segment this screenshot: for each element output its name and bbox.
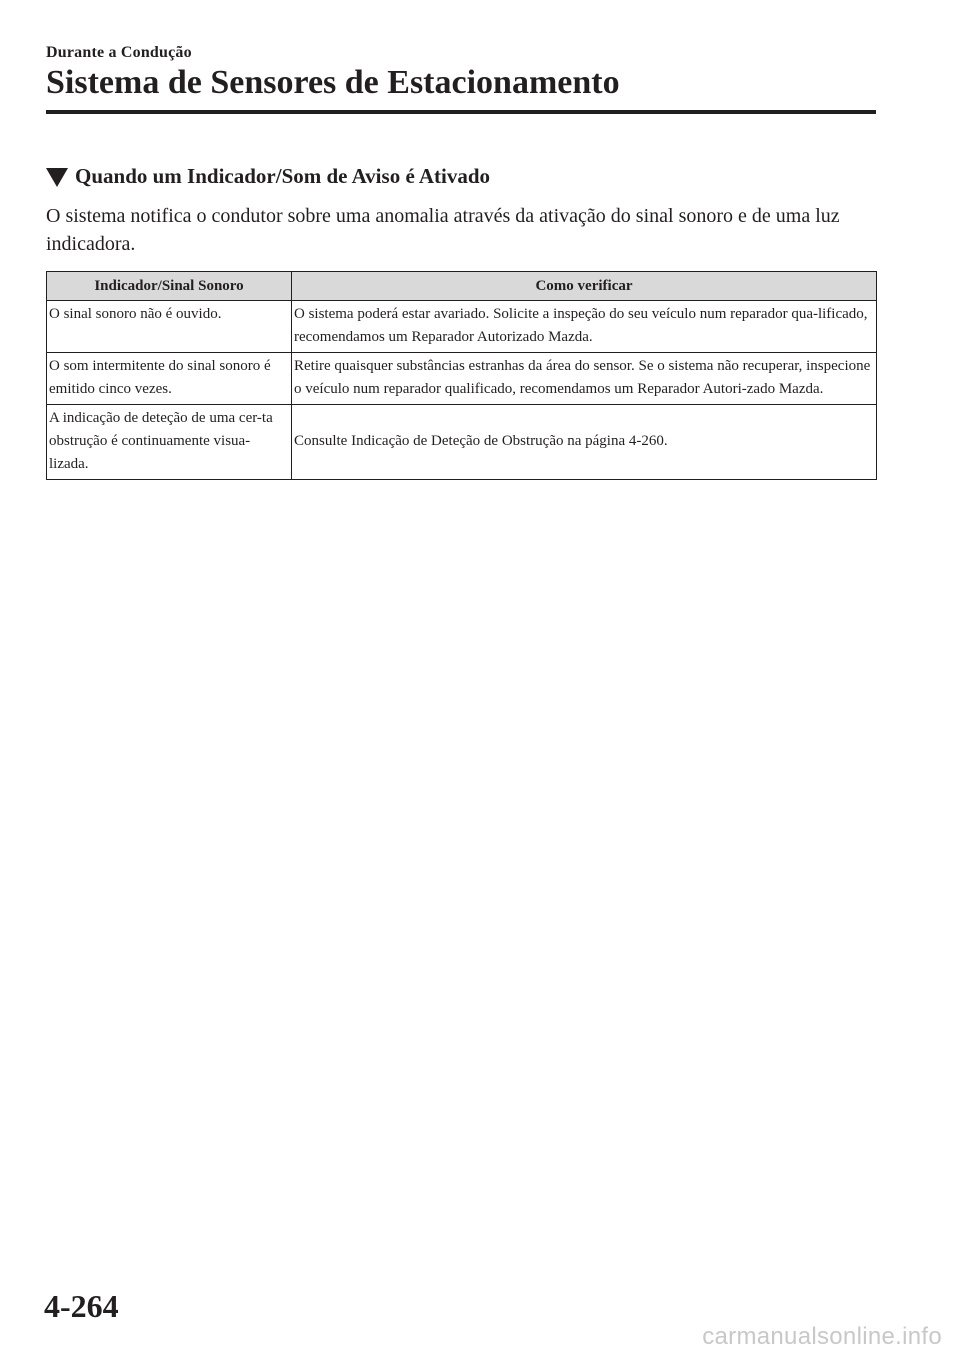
column-header-indicator: Indicador/Sinal Sonoro	[47, 272, 292, 301]
intro-paragraph: O sistema notifica o condutor sobre uma anomalia através da ativação do sinal sonoro e de uma luz indicadora.	[46, 205, 840, 255]
indicator-table	[46, 271, 877, 480]
check-cell: Retire quaisquer substâncias estranhas da área do sensor. Se o sistema não recuperar, inspecione o veículo num reparador qualificado, recomendamos um Reparador Autori-zado Mazda.	[292, 353, 877, 405]
table-row	[47, 405, 877, 480]
title-rule	[46, 110, 876, 114]
table-row	[47, 353, 877, 405]
check-cell: Consulte Indicação de Deteção de Obstrução na página 4-260.	[292, 405, 877, 480]
table-header-row	[47, 272, 877, 301]
page-title: Sistema de Sensores de Estacionamento	[46, 64, 620, 101]
indicator-cell: O sinal sonoro não é ouvido.	[47, 301, 292, 353]
page-number: 4-264	[44, 1288, 119, 1324]
section-label: Durante a Condução	[46, 44, 192, 61]
indicator-cell: O som intermitente do sinal sonoro é emitido cinco vezes.	[47, 353, 292, 405]
down-triangle-icon	[46, 168, 68, 187]
table-row	[47, 301, 877, 353]
subsection-heading	[46, 162, 490, 190]
check-cell: O sistema poderá estar avariado. Solicite a inspeção do seu veículo num reparador qua-lificado, recomendamos um Reparador Autorizado Mazda.	[292, 301, 877, 353]
watermark: carmanualsonline.info	[702, 1323, 942, 1350]
subsection-heading-text: Quando um Indicador/Som de Aviso é Ativado	[75, 163, 491, 188]
indicator-cell: A indicação de deteção de uma cer-ta obstrução é continuamente visua-lizada.	[47, 405, 292, 480]
column-header-check: Como verificar	[292, 272, 877, 301]
